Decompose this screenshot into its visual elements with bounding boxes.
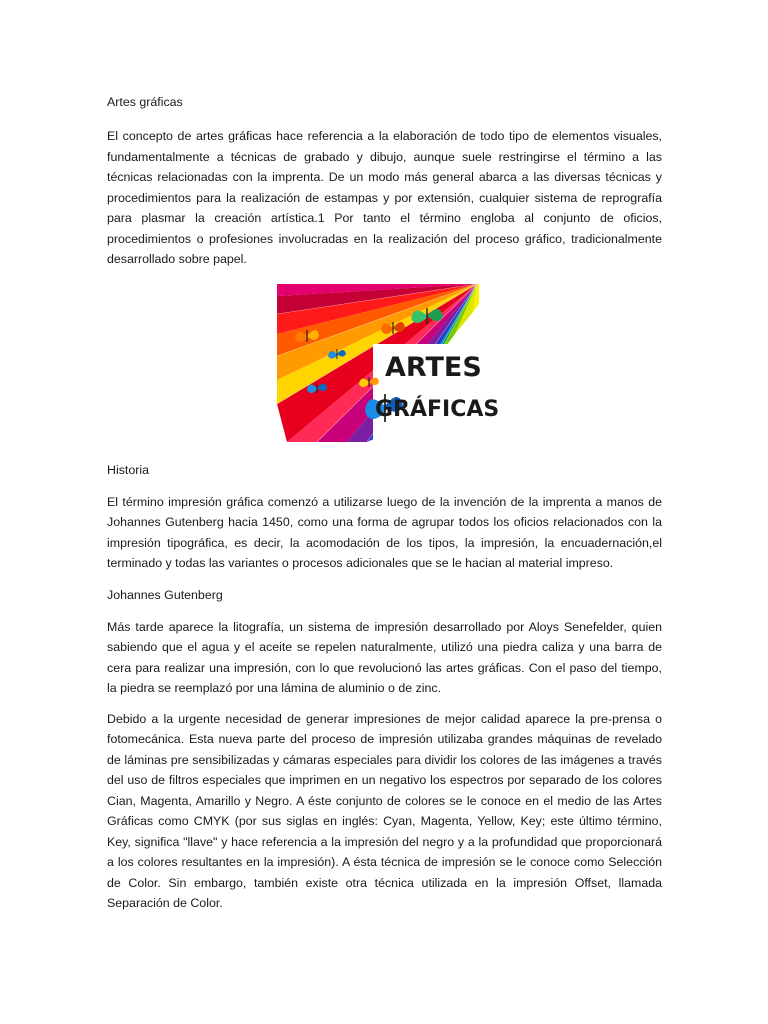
figure-title-line1: ARTES (385, 351, 482, 383)
preprensa-paragraph: Debido a la urgente necesidad de generar impresiones de mejor calidad aparece la pre-prensa o fotomecánica. Esta nueva parte del proceso de impresión utilizaba grandes máquinas de revelado de láminas pre sensibilizadas y cámaras especiales para dividir los colores de las imágenes a través del uso de filtros especiales que imprimen en un negativo los espectros por separado de los colores Cian, Magenta, Amarillo y Negro. A éste conjunto de colores se le conoce en el medio de las Artes Gráficas como CMYK (por sus siglas en inglés: Cyan, Magenta, Yellow, Key; este último término, Key, significa "llave" y hace referencia a la impresión del negro y a la profundidad que proporcionará a los colores resultantes en la impresión). A ésta técnica de impresión se le conoce como Selección de Color. Sin embargo, también existe otra técnica utilizada en la impresión Offset, llamada Separación de Color. (107, 711, 662, 910)
document-title: Artes gráficas (107, 95, 183, 109)
color-fan-illustration (277, 284, 500, 442)
litografia-paragraph: Más tarde aparece la litografía, un sistema de impresión desarrollado por Aloys Senefelder, quien sabiendo que el agua y el aceite se repelen naturalmente, utilizó una piedra caliza y una barra de cera para realizar una impresión, con lo que revolucionó las artes gráficas. Con el paso del tiempo, la piedra se reemplazó por una lámina de aluminio o de zinc. (107, 619, 662, 695)
figure-title-line2: GRÁFICAS (375, 396, 500, 422)
intro-paragraph: El concepto de artes gráficas hace referencia a la elaboración de todo tipo de elementos visuales, fundamentalmente a técnicas de grabado y dibujo, aunque suele restringirse el término a las técnicas relacionadas con la imprenta. De un modo más general abarca a las diversas técnicas y procedimientos para la realización de estampas y por extensión, cualquier sistema de reprografía para plasmar la creación artística.1 Por tanto el término engloba al conjunto de oficios, procedimientos o profesiones involucradas en la realización del proceso gráfico, tradicionalmente desarrollado sobre papel. (107, 129, 662, 266)
heading-historia: Historia (107, 462, 149, 477)
historia-paragraph: El término impresión gráfica comenzó a utilizarse luego de la invención de la imprenta a manos de Johannes Gutenberg hacia 1450, como una forma de agrupar todos los oficios relacionados con la impresión tipográfica, es decir, la acomodación de los tipos, la impresión, la encuadernación,el terminado y todas las variantes o procesos adicionales que se le hacian al material impreso. (107, 494, 662, 570)
document-body (107, 88, 662, 914)
heading-gutenberg: Johannes Gutenberg (107, 587, 223, 602)
artes-graficas-image (277, 284, 500, 442)
